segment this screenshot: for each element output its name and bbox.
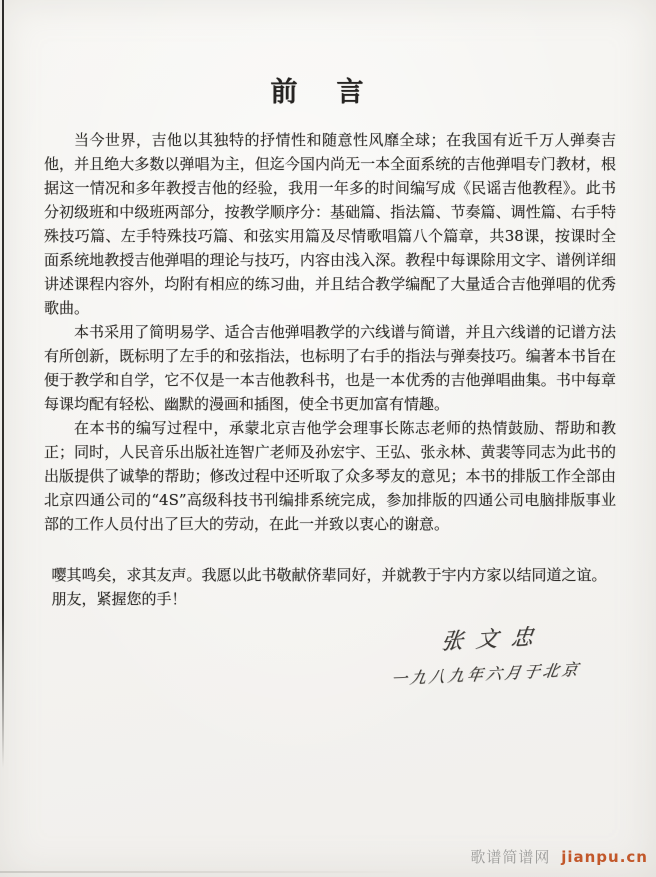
preface-body — [44, 128, 616, 611]
scan-smudge-artifact — [0, 871, 420, 873]
scan-edge-artifact — [2, 0, 4, 768]
watermark-site-url: jianpu.cn — [561, 848, 648, 866]
page-title: 前 言 — [270, 77, 370, 108]
paragraph-notation: 本书采用了简明易学、适合吉他弹唱教学的六线谱与简谱，并且六线谱的记谱方法有所创新，既标明了左手的和弦指法，也标明了右手的指法与弹奏技巧。编著本书旨在便于教学和自学，它不仅是一本吉他教科书，也是一本优秀的吉他弹唱曲集。书中每章每课均配有轻松、幽默的漫画和插图，使全书更加富有情趣。 — [44, 323, 616, 413]
author-signature: 张文忠 — [439, 624, 548, 656]
paragraph-closing: 嘤其鸣矣，求其友声。我愿以此书敬献侪辈同好，并就教于宇内方家以结同道之谊。 — [51, 566, 607, 584]
paragraph-farewell: 朋友，紧握您的手！ — [51, 590, 187, 608]
paragraph-acknowledgements: 在本书的编写过程中，承蒙北京吉他学会理事长陈志老师的热情鼓励、帮助和教正；同时，人民音乐出版社连智广老师及孙宏宇、王弘、张永林、黄裴等同志为此书的出版提供了诚挚的帮助；修改过程中还听取了众多琴友的意见；本书的排版工作全部由北京四通公司的“4S”高级科技书刊编排系统完成，参加排版的四通公司电脑排版事业部的工作人员付出了巨大的劳动，在此一并致以衷心的谢意。 — [44, 419, 616, 533]
watermark-site-name: 歌谱简谱网 — [470, 848, 551, 866]
paragraph-intro: 当今世界，吉他以其独特的抒情性和随意性风靡全球；在我国有近千万人弹奏吉他，并且绝大多数以弹唱为主，但迄今国内尚无一本全面系统的吉他弹唱专门教材，根据这一情况和多年教授吉他的经验，我用一年多的时间编写成《民谣吉他教程》。此书分初级班和中级班两部分，按教学顺序分：基础篇、指法篇、节奏篇、调性篇、右手特殊技巧篇、左手特殊技巧篇、和弦实用篇及尽情歌唱篇八个篇章，共38课，按课时全面系统地教授吉他弹唱的理论与技巧，内容由浅入深。教程中每课除用文字、谱例详细讲述课程内容外，均附有相应的练习曲，并且结合教学编配了大量适合吉他弹唱的优秀歌曲。 — [44, 131, 616, 317]
signature-block — [389, 616, 607, 689]
watermark — [470, 846, 648, 867]
signature-date: 一九八九年六月于北京 — [389, 659, 583, 689]
